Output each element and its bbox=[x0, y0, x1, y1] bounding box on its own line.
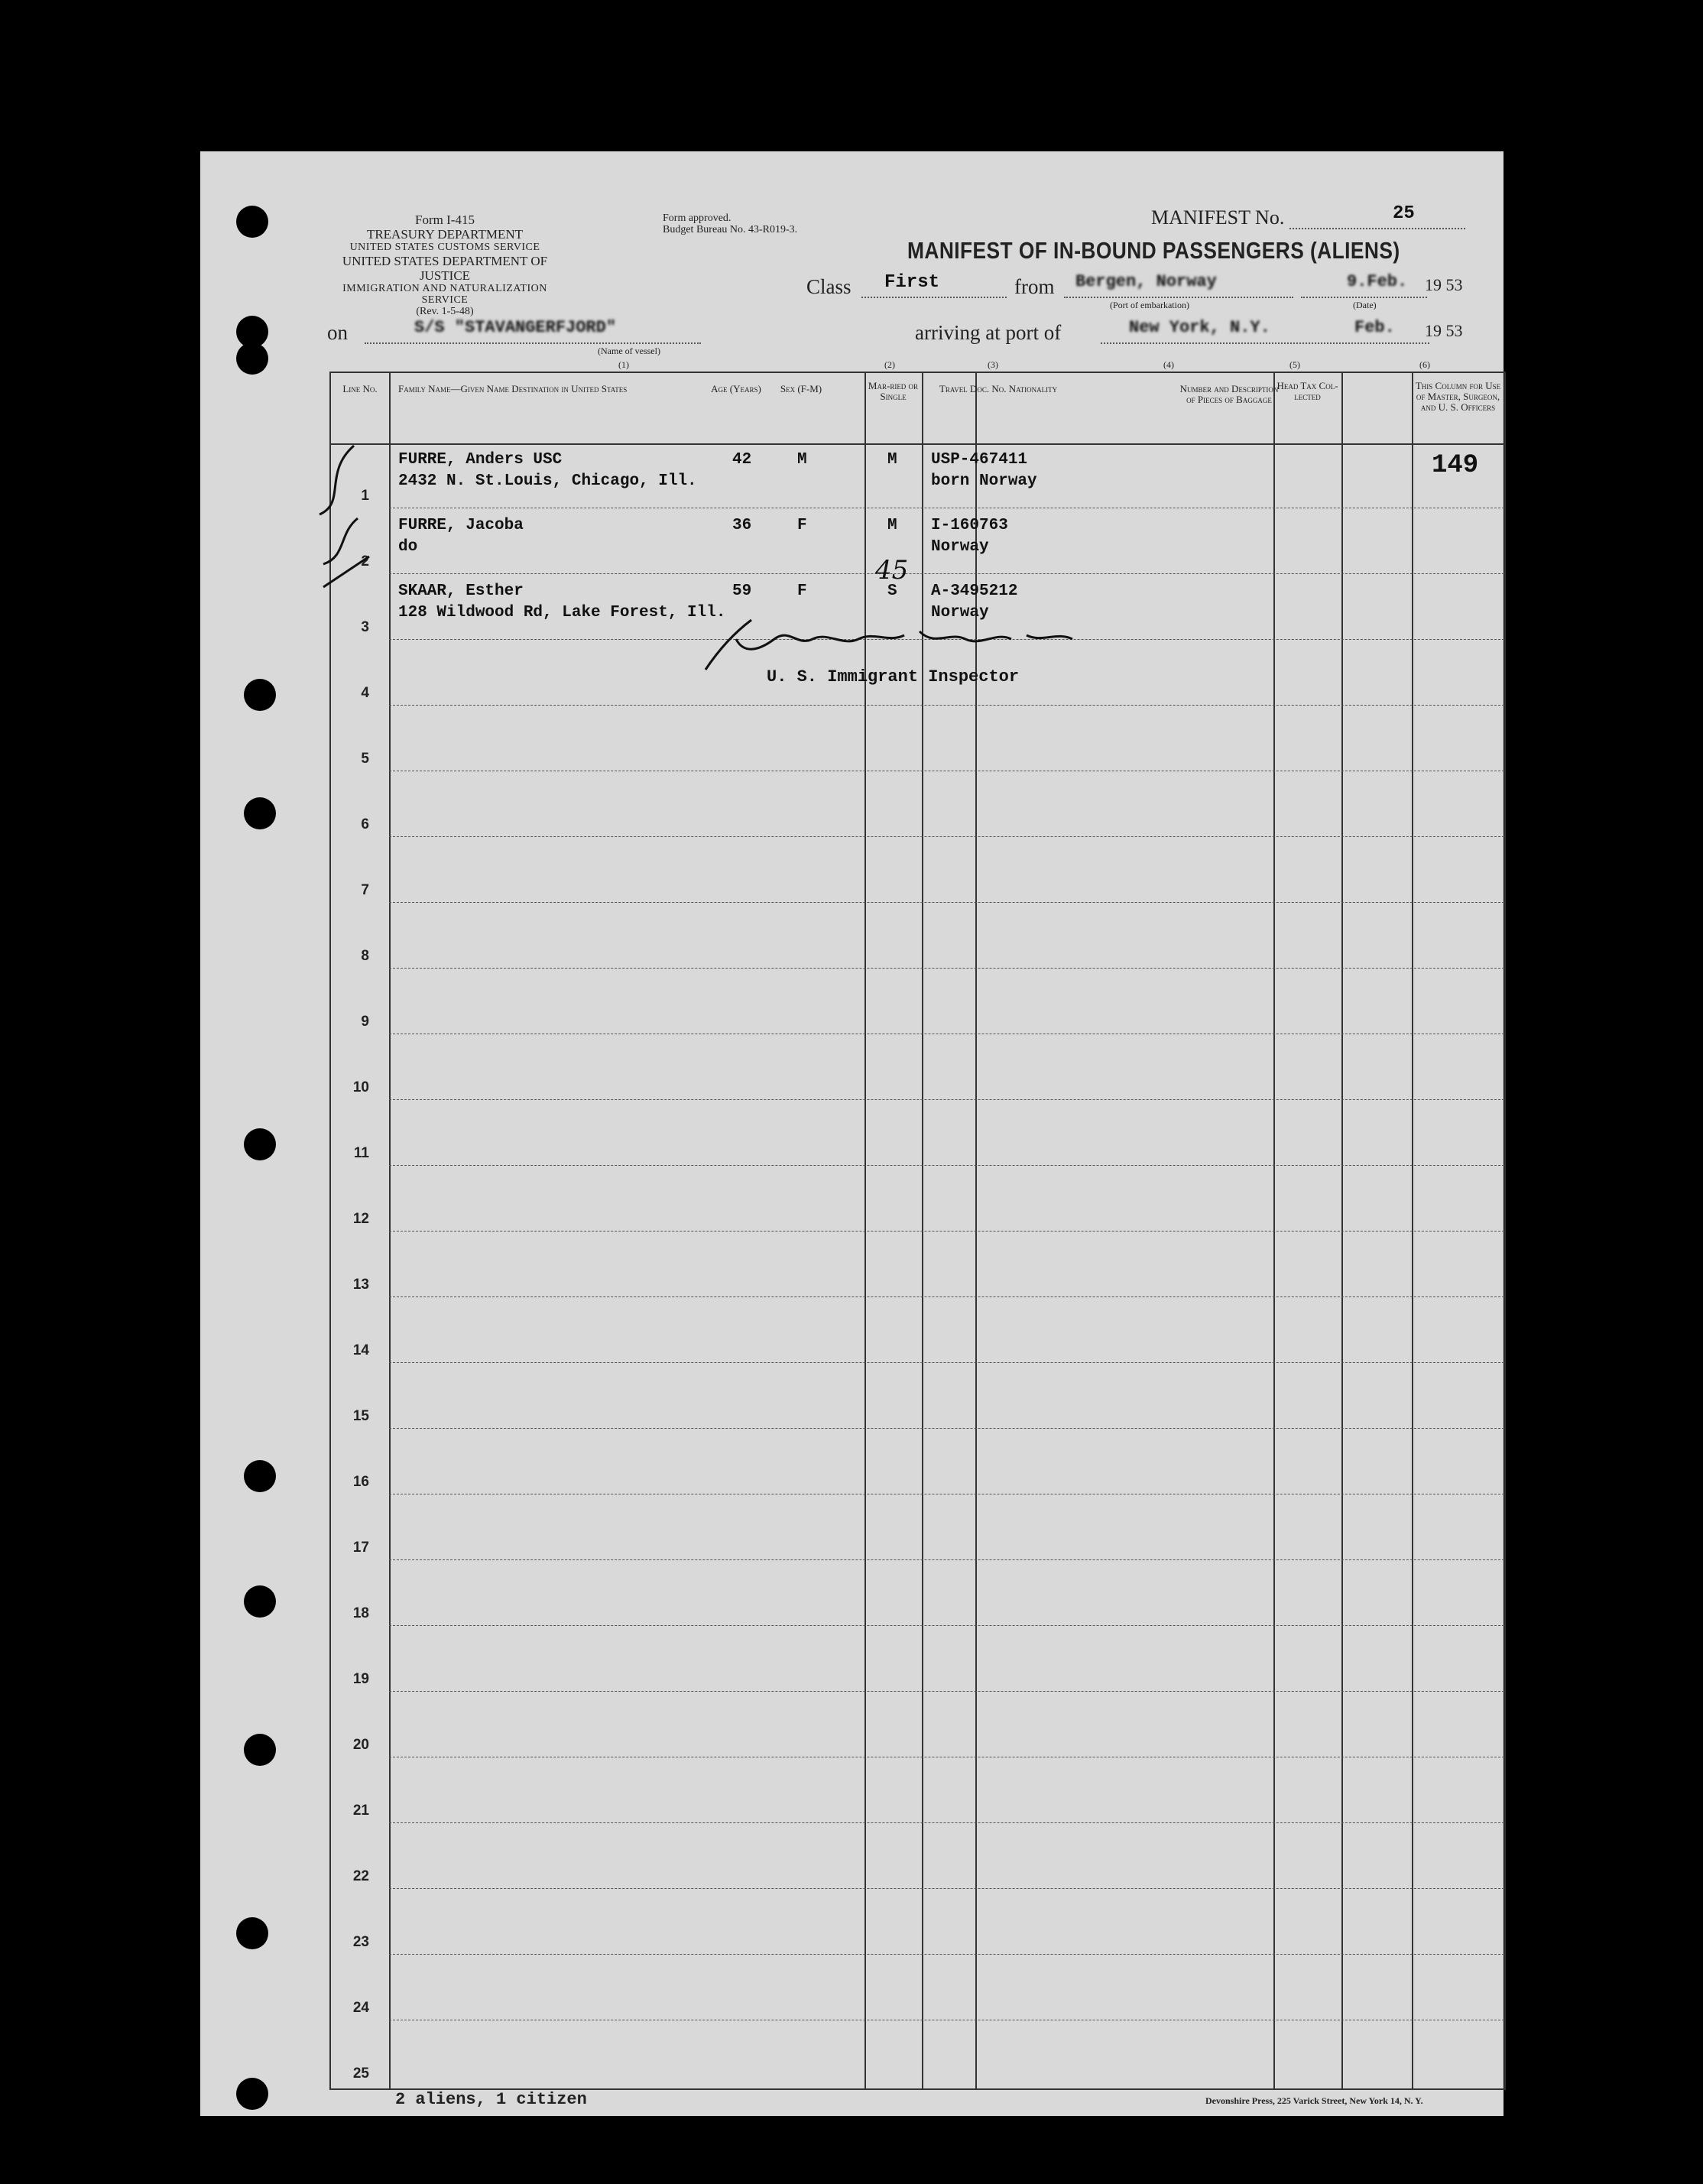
col-number-6: (6) bbox=[1419, 359, 1430, 370]
line-number: 16 bbox=[352, 1474, 369, 1490]
col-head-tax: Head Tax Col-lected bbox=[1276, 380, 1338, 402]
entry-ms: M bbox=[887, 517, 897, 534]
ins-service: IMMIGRATION AND NATURALIZATION SERVICE bbox=[342, 283, 547, 306]
punch-hole bbox=[244, 679, 276, 711]
entry-ms: S bbox=[887, 583, 897, 600]
entry-age: 59 bbox=[732, 583, 752, 600]
departure-date: 9.Feb. bbox=[1347, 272, 1408, 291]
year-departure: 19 53 bbox=[1425, 275, 1463, 294]
entry-sex: F bbox=[797, 583, 807, 600]
printer-credit: Devonshire Press, 225 Varick Street, New York 14, N. Y. bbox=[1205, 2095, 1423, 2106]
arriving-label: arriving at port of bbox=[915, 321, 1062, 344]
col-name: Family Name—Given Name Destination in United States bbox=[398, 383, 628, 394]
vessel-caption: (Name of vessel) bbox=[598, 346, 660, 356]
entry-nat: Norway bbox=[931, 604, 989, 621]
entry-dest: 2432 N. St.Louis, Chicago, Ill. bbox=[398, 472, 697, 490]
approval-note bbox=[663, 213, 839, 235]
class-label: Class bbox=[806, 275, 852, 298]
entry-name: SKAAR, Esther bbox=[398, 583, 524, 600]
row-line bbox=[389, 1165, 1504, 1166]
punch-hole bbox=[244, 797, 276, 829]
entry-name: FURRE, Anders USC bbox=[398, 451, 563, 469]
line-number: 13 bbox=[352, 1277, 369, 1293]
row-line bbox=[389, 968, 1504, 969]
entry-doc: A-3495212 bbox=[931, 583, 1018, 600]
manifest-page bbox=[200, 151, 1504, 2116]
department: TREASURY DEPARTMENT bbox=[366, 227, 524, 242]
justice-dept: UNITED STATES DEPARTMENT OF JUSTICE bbox=[342, 254, 548, 283]
col-age: Age (Years) bbox=[711, 383, 761, 394]
row-line bbox=[389, 573, 1504, 574]
col-number-2: (2) bbox=[884, 359, 895, 370]
col-number-4: (4) bbox=[1163, 359, 1174, 370]
entry-nat: born Norway bbox=[931, 472, 1037, 490]
manifest-number: 25 bbox=[1393, 203, 1415, 224]
punch-hole bbox=[236, 206, 268, 238]
line-number: 12 bbox=[352, 1211, 369, 1227]
entry-nat: Norway bbox=[931, 538, 989, 556]
col-officers: This Column for Use of Master, Surgeon, and U. S. Officers bbox=[1415, 380, 1501, 413]
col-line: Line No. bbox=[342, 383, 378, 394]
line-number: 6 bbox=[361, 816, 369, 832]
entry-age: 42 bbox=[732, 451, 752, 469]
row-line bbox=[389, 1099, 1504, 1100]
row-line bbox=[389, 902, 1504, 903]
manifest-title: MANIFEST OF IN-BOUND PASSENGERS (ALIENS) bbox=[907, 237, 1400, 264]
on-label: on bbox=[327, 321, 348, 344]
row-line bbox=[389, 1954, 1504, 1955]
form-number: Form I-415 bbox=[415, 213, 475, 227]
budget-bureau: Budget Bureau No. 43-R019-3. bbox=[663, 224, 798, 235]
line-number: 11 bbox=[353, 1145, 369, 1161]
age-annotation: 45 bbox=[875, 555, 909, 586]
form-approved: Form approved. bbox=[663, 213, 731, 224]
row-line bbox=[389, 1559, 1504, 1560]
punch-hole bbox=[236, 342, 268, 375]
line-number: 3 bbox=[361, 619, 369, 635]
entry-doc: USP-467411 bbox=[931, 451, 1028, 469]
entry-age: 36 bbox=[732, 517, 752, 534]
row-line bbox=[389, 1625, 1504, 1626]
entry-ms: M bbox=[887, 451, 897, 469]
col-sex: Sex (F-M) bbox=[780, 383, 822, 394]
punch-hole bbox=[236, 1917, 268, 1949]
check-marks bbox=[316, 442, 377, 595]
row-line bbox=[389, 836, 1504, 837]
row-line bbox=[389, 1691, 1504, 1692]
col-number-1: (1) bbox=[618, 359, 629, 370]
date-caption: (Date) bbox=[1353, 300, 1377, 310]
punch-hole bbox=[244, 1585, 276, 1618]
entry-sex: F bbox=[797, 517, 807, 534]
line-number: 15 bbox=[352, 1408, 369, 1424]
entry-doc: I-160763 bbox=[931, 517, 1008, 534]
row-line bbox=[389, 1231, 1504, 1232]
line-number: 25 bbox=[352, 2066, 369, 2082]
line-number: 20 bbox=[352, 1737, 369, 1753]
from-label: from bbox=[1014, 275, 1055, 298]
row-line bbox=[389, 1296, 1504, 1297]
agency-header bbox=[323, 254, 567, 317]
line-number: 24 bbox=[352, 2000, 369, 2016]
entry-dest: do bbox=[398, 538, 418, 556]
line-number: 9 bbox=[361, 1014, 369, 1030]
entry-sex: M bbox=[797, 451, 807, 469]
line-number: 7 bbox=[361, 882, 369, 898]
port-caption: (Port of embarkation) bbox=[1110, 300, 1189, 310]
row-line bbox=[389, 1428, 1504, 1429]
line-number: 5 bbox=[361, 751, 369, 767]
passenger-table bbox=[329, 372, 1506, 2090]
form-header bbox=[345, 213, 544, 253]
entry-officer: 149 bbox=[1432, 451, 1479, 480]
punch-hole bbox=[236, 2078, 268, 2110]
manifest-number-label: MANIFEST No. bbox=[1151, 206, 1285, 229]
customs-service: UNITED STATES CUSTOMS SERVICE bbox=[349, 242, 540, 253]
entry-dest: 128 Wildwood Rd, Lake Forest, Ill. bbox=[398, 604, 726, 621]
line-number: 14 bbox=[352, 1342, 369, 1358]
punch-hole bbox=[244, 1128, 276, 1160]
footer-note: 2 aliens, 1 citizen bbox=[395, 2090, 587, 2109]
arrival-date: Feb. bbox=[1354, 318, 1395, 337]
col-number-3: (3) bbox=[988, 359, 998, 370]
port-of-embarkation: Bergen, Norway bbox=[1075, 272, 1217, 291]
line-number: 22 bbox=[352, 1868, 369, 1884]
revision: (Rev. 1-5-48) bbox=[416, 306, 474, 317]
line-number: 19 bbox=[352, 1671, 369, 1687]
arrival-port: New York, N.Y. bbox=[1129, 318, 1270, 337]
year-arrival: 19 53 bbox=[1425, 321, 1463, 340]
line-number: 1 bbox=[361, 488, 369, 504]
class-value: First bbox=[884, 272, 940, 293]
line-number: 4 bbox=[361, 685, 369, 701]
line-number: 2 bbox=[361, 553, 369, 570]
inspector-title: U. S. Immigrant Inspector bbox=[767, 667, 1020, 686]
line-number: 17 bbox=[352, 1540, 369, 1556]
line-number: 8 bbox=[361, 948, 369, 964]
line-number: 18 bbox=[352, 1605, 369, 1621]
row-line bbox=[389, 1362, 1504, 1363]
col-baggage: Number and Description of Pieces of Baggage bbox=[1179, 383, 1279, 405]
row-line bbox=[389, 705, 1504, 706]
row-line bbox=[389, 1822, 1504, 1823]
punch-hole bbox=[244, 1460, 276, 1492]
col-travel-doc: Travel Doc. No. Nationality bbox=[939, 383, 1058, 394]
vessel-name: S/S "STAVANGERFJORD" bbox=[414, 318, 617, 337]
line-number: 10 bbox=[352, 1079, 369, 1095]
line-number: 23 bbox=[352, 1934, 369, 1950]
line-number: 21 bbox=[352, 1803, 369, 1819]
col-married: Mar-ried or Single bbox=[868, 380, 919, 402]
punch-hole bbox=[244, 1734, 276, 1766]
col-number-5: (5) bbox=[1289, 359, 1300, 370]
entry-name: FURRE, Jacoba bbox=[398, 517, 524, 534]
row-line bbox=[389, 1888, 1504, 1889]
